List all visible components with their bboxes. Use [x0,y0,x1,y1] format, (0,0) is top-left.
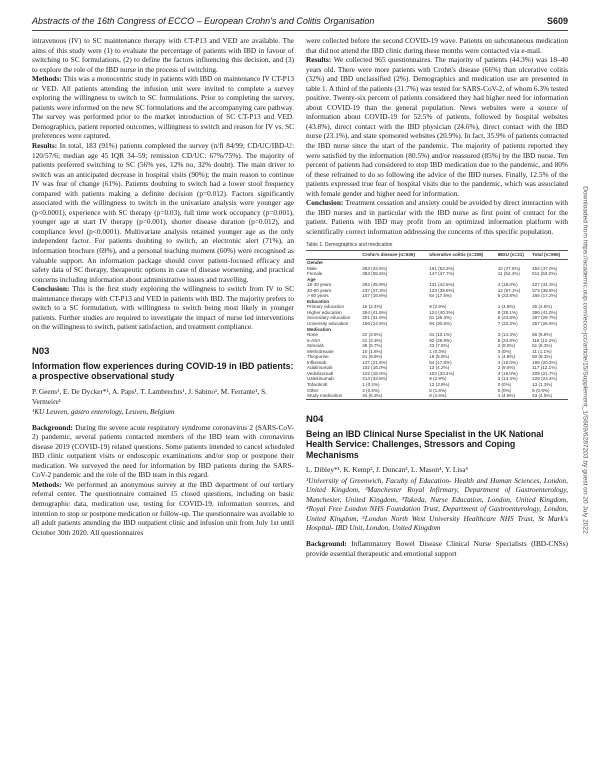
table-cell: 12 (57.1%) [497,287,521,293]
table-cell: 31 (10.1%) [429,332,452,338]
abstract-authors: L. Dibley*¹, K. Kemp², J. Duncan³, L. Mason⁴, Y. Lisa⁵ [306,465,469,475]
table-cell: 166 (17.2%) [532,293,558,299]
table-cell: 54 (17.5%) [429,359,452,365]
table-cell: 3 (14.3%) [497,376,518,382]
table-cell: 454 (47.0%) [532,265,558,271]
column-header: Total (n=965) [531,251,568,260]
table-cell: 18-40 years [307,282,332,288]
table-cell: 5-ASA [307,337,321,343]
table-cell: 427 (44.3%) [532,282,558,288]
table-cell: 21 (3.3%) [362,337,383,343]
table-cell: 123 (39.9%) [429,287,455,293]
table-cell: 195 (20.2%) [532,359,558,365]
table-cell: Infliximab [307,359,327,365]
table-cell: Adalimumab [307,365,333,371]
table-cell: Female [307,271,323,277]
paragraph-text: During the severe acute respiratory syndrome coronavirus 2 (SARS-CoV-2) pandemic, several patients contacted members of the IBD team with coronavirus disease 2019 (COVID-19) related questions. Some patients intended to cancel scheduled IBD clinic outpatient visits or endoscopic examinations and/or stop or postpone their medication. We surveyed the need for information by IBD patients during the SARS-CoV-2 pandemic and the role of the IBD team in this regard. [32,422,294,480]
table-cell: Study medication [306,393,361,399]
table-cell: 102 (16.0%) [362,370,388,376]
paragraph-text: were collected before the second COVID-19 wave. Patients on subcutaneous medication that did not attend the IBD clinic during these months were contacted via e-mail. [306,36,568,55]
table-cell: 237 (37.3%) [362,287,388,293]
table-cell: 9 (0.9%) [532,387,550,393]
table-cell: Higher education [307,309,342,315]
table-cell: 201 (31.6%) [362,315,388,321]
paragraph-text: In total, 183 (91%) patients completed the survey (n/fl 84/99; CD/UC/IBD-U: 120/57/6; median age 45 IQR 34–59; remission CD/UC: 67%/75%). The majority of patients preferred switching to SC (56% yes, 12% no, 32% doubt). The main driver to switch was an anticipated decrease in hospital visits (90%); the main reason to continue IV was fear of change (61%). Patients doubting to switch had a lower stool frequency compared with patients making a definite decision (p=0.012). Factors significantly associated with the willingness to switch in the univariate analysis were younger age (p<0.0001), experience with SC therapy (p=0.03), full time work occupancy (p=0.001), younger age at start IV therapy (p=0.001), shorter disease duration (p=0.012), and compliance level (p<0.0001). Multivariate analysis retained younger age as the only independent factor. For patients doubting to switch, an electronic alert (71%), an information brochure (69%), and a personal teaching moment (60%) were recognised as valuable support. An information package should cover patient-focused efficacy and safety data of SC therapy, therapeutic options in case of disease worsening, and practical concerns including information about administrative issues and travelling. [32,141,294,284]
table-cell: 61 (6.3%) [532,343,553,349]
abstract-body [306,539,568,558]
table-cell: 2 (9.5%) [497,343,516,349]
table-cell: Medication [307,326,331,332]
table-cell: 353 (55.5%) [362,271,388,277]
table-cell: Steroids [307,343,324,349]
table-cell: 156 (24.5%) [362,321,388,326]
table-cell: 23 (7.5%) [429,343,450,349]
table-cell: 12 (3.9%) [429,382,450,388]
abstract-continuation [32,36,294,332]
table-cell: 161 (52.3%) [429,265,455,271]
table-cell: Vedolizumab [307,370,334,376]
table-cell: 15 (2.4%) [362,304,383,310]
abstract-n04 [306,414,568,558]
table-cell: 13 (1.3%) [532,382,553,388]
table-cell: 36 (5.7%) [362,343,383,349]
abstract-title: Being an IBD Clinical Nurse Specialist in the UK National Health Service: Challenges, Stressors and Coping Mechanisms [306,428,544,460]
paragraph-text: Inflammatory Bowel Disease Clinical Nurse Specialists (IBD-CNSs) provide essential therapeutic and emotional support [306,538,568,558]
table-cell: 1 (4.8%) [497,354,516,360]
table-cell: 292 (45.9%) [362,282,388,288]
table-cell: 5 (23.8%) [497,337,518,343]
table-cell: 103 (33.4%) [429,370,455,376]
table-cell: 511 (53.0%) [532,271,557,277]
table-cell: 40-60 years [307,287,332,293]
column-header: IBDU (n=21) [497,251,531,260]
table-cell: 118 (12.2%) [532,337,557,343]
abstract-title: Information flow experiences during COVID-19 in IBD patients: a prospective observational study [32,360,294,382]
table-cell: 287 (29.7%) [532,315,558,321]
abstract-affiliation: ¹KU Leuven, gastro enterology, Leuven, Belgium [32,407,175,417]
abstract-id: N04 [306,413,324,425]
table-cell: 5 (23.8%) [497,315,518,321]
table-cell: 131 (42.5%) [429,282,455,288]
table-cell: Age [307,276,316,282]
table-cell: Thiopurine [307,354,329,360]
table-cell: 4 (19.0%) [497,282,518,288]
table-cell: 18 (5.8%) [429,354,450,360]
download-notice: Downloaded from https://academic.oup.com/ecco-jcc/article/15/Supplement_1/S609/6287203 by guest on 20 July 2022 [581,186,589,534]
paragraph [306,36,568,55]
table-cell: 1 (4.8%) [497,304,516,310]
paragraph [32,74,294,141]
table-cell: 0 (0%) [497,387,512,393]
table-cell: 1 (0.3%) [429,348,447,354]
table-cell: 117 (12.1%) [532,365,557,371]
table-cell: 102 (16.0%) [362,365,388,371]
table-cell: 2 (9.5%) [497,365,516,371]
table-cell: 0 (0%) [497,348,512,354]
table-cell: 81 (26.3%) [429,315,452,321]
table-cell: 9 (2.9%) [429,304,447,310]
section-label: Conclusion: [32,284,73,294]
paragraph-text: intravenous (IV) to SC maintenance therapy with CT-P13 and VED are available. The aims of this study were (1) to evaluate the percentage of patients with IBD in favour of switching to SC formulations, (2) to define the factors influencing this decision, and (3) to explore the role of the IBD nurse in the process of switching. [32,36,294,74]
table-cell: 226 (23.4%) [532,376,558,382]
table-cell: Methotrexate [307,348,334,354]
abstract-authors: P. Geens¹, E. De Dycker*¹, A. Paps¹, T. Lambrechts¹, J. Sabino¹, M. Ferrante¹, S. Vermeire¹ [32,386,267,406]
table-cell: 80 (8.3%) [532,354,553,360]
table-cell: 107 (16.8%) [362,293,388,299]
table-cell: 257 (26.6%) [532,321,558,326]
section-label: Results: [306,55,334,65]
left-column [32,36,294,537]
journal-title: Abstracts of the 16th Congress of ECCO – European Crohn's and Colitis Organisation [32,16,375,26]
table-cell: University education [307,321,349,326]
table-cell: 94 (30.5%) [429,321,452,326]
table-cell: 214 (33.6%) [362,376,388,382]
paragraph [32,36,294,74]
paragraph-text: We performed an anonymous survey at the IBD department of our tertiary referral center. The questionnaire contained 15 closed questions, including on basic demographic data, medication use, testing for COVID-19, information sources, and intention to stop or postpone medication or follow-up. The questionnaire was available to all adult patients attending the IBD outpatient clinic and infusion unit from July 1st until October 30th 2020. All questionnaires [32,479,294,537]
table-cell: Secondary education [307,315,351,321]
table-cell: 0 (0%) [497,382,512,388]
table-caption: Table 1. Demographics and medication [306,242,393,249]
journal-header [32,14,568,31]
table-cell: 61 (9.6%) [362,354,383,360]
table-cell: Male [307,265,317,271]
table-cell: 10 (1.6%) [362,348,383,354]
table-cell: Gender [307,259,324,265]
table-cell: 13 (4.2%) [429,365,450,371]
paragraph [32,423,294,480]
table-cell: 9 (2.9%) [429,376,447,382]
table-cell: 4 (0.6%) [362,387,380,393]
paragraph [306,539,568,558]
section-label: Methods: [32,479,65,489]
table-cell: Other [307,387,319,393]
table-cell: > 60 years [307,293,329,299]
paragraph [306,198,568,236]
table-cell: 3 (14.3%) [497,332,518,338]
column-header: Ulcerative colitis (n=308) [428,251,496,260]
table-cell: 124 (40.3%) [429,309,455,315]
table-cell: 137 (21.5%) [362,359,388,365]
abstract-body [32,423,294,538]
table-cell: 396 (41.0%) [532,309,558,315]
demographics-table [306,242,568,399]
table-cell: 8 (38.1%) [497,309,518,315]
table-cell: 25 (2.6%) [532,304,553,310]
section-label: Conclusion: [306,198,346,208]
abstract-n03-continuation [306,36,568,236]
table-cell: 1 (0.2%) [362,382,380,388]
table-cell: Primary education [307,304,345,310]
paragraph [32,141,294,284]
table-cell: 92 (29.9%) [429,337,452,343]
section-label: Results: [32,141,60,151]
table-cell: 11 (52.4%) [497,271,520,277]
download-watermark [578,150,592,570]
table-cell: 43 (4.5%) [531,393,568,399]
table-cell: 5 (23.8%) [497,293,518,299]
section-label: Background: [306,538,352,548]
table-cell: 283 (44.5%) [362,265,388,271]
table-cell: 147 (47.7%) [429,271,455,277]
table-cell: None [307,332,318,338]
paragraph-text: Treatment cessation and anxiety could be avoided by direct interaction with the IBD nurses and in particular with the IBD nurse as first point of contact for the patient. Patients with IBD may profit from an optimized information platform with scientifically correct information addressing the concerns of this specific population. [306,198,568,236]
table-cell: 372 (38.5%) [532,287,558,293]
paragraph [32,284,294,332]
section-label: Background: [32,422,76,432]
table-cell: 4 (19.0%) [497,370,518,376]
column-header: Crohn's disease (n=636) [361,251,428,260]
paragraph-text: This was a monocentric study in patients with IBD on maintenance IV CT-P13 or VED. All patients attending the infusion unit were invited to complete a survey exploring the willingness to switch to SC formulations. Prior to completing the survey, patients were informed on the new SC formulations and the accompanying care pathway. The survey was performed prior to the market introduction of SC CT-P13 and VED. Demographics, patient reported outcomes, willingness to switch and reason for IV vs. SC preferences were captured. [32,74,294,141]
table-cell: Ustekinumab [307,376,334,382]
table-cell: 264 (41.5%) [362,309,388,315]
table-cell: 54 (17.5%) [429,293,452,299]
table-cell: 8 (2.6%) [428,393,496,399]
table-cell: 10 (47.6%) [497,265,521,271]
table-cell: Education [307,298,330,304]
section-label: Methods: [32,74,64,84]
page-number: S609 [546,16,568,26]
abstract-n03 [32,346,294,537]
abstract-affiliation: ¹University of Greenwich, Faculty of Education- Health and Human Sciences, London, United Kingdom, ²Manchester Royal Infirmary, Department of Gastroenterology, Manchester, United Kingdom, ³Takeda, Nurse Education, London, United Kingdom, ⁴Royal Free London NHS Foundation Trust, Department of Gastroenterology, London, United Kingdom, ⁵London North West University Healthcare NHS Trust, St Mark's Hospital- IBD Unit, London, United Kingdom [306,475,568,533]
table-row [306,393,568,399]
table-cell: 11 (1.1%) [532,348,552,354]
paragraph [306,55,568,198]
table-header-row [306,251,568,260]
table-cell: 22 (3.5%) [362,332,383,338]
paragraph-text: We collected 965 questionnaires. The majority of patients (44.3%) was 18–40 years old. There were more patients with Crohn's disease (66%) than ulcerative colitis (32%) and IBD unclassified (2%). Demographics and medication use are presented in table 1. A third of the patients (31.7%) was tested for SARS-CoV-2, of whom 6.3% tested positive. Twenty-six percent of patients considered they had higher need for information about COVID-19 than the general population. News websites were a source of information about COVID-19 for 52.5% of patients, followed by hospital websites (43.8%), direct contact with the IBD physician (24.6%), direct contact with the IBD nurse (23.1%), and state sponsored websites (20.9%). In fact, 35.9% of patients contacted the IBD nurse since the start of the pandemic. The majority of patients reported they were satisfied by the information (80.5%) and/or reassured (85%) by the IBD nurse. Ten percent of patients had considered to stop IBD medication due to the pandemic, and 80% of these refrained to do so following the advice of the IBD nurses. Finally, 12.5% of the patients expressed true fear of hospital visits due to the pandemic, which was associated with female gender and higher need for information. [306,55,568,198]
right-column [306,36,568,558]
column-header [306,251,361,260]
table-cell: 5 (1.6%) [429,387,447,393]
table-cell: 7 (33.3%) [497,321,518,326]
abstract-id: N03 [32,345,50,357]
paragraph-text: This is the first study exploring the willingness to switch from IV to SC maintenance therapy with CT-P13 and VED in patients with IBD. The majority prefers to switch to a SC formulation, with willingness to switch being most likely in younger patients. Further studies are required to investigate the impact of nurse led interventions on the willingness to switch, patient satisfaction, and treatment compliance. [32,284,294,332]
table-cell: 56 (5.8%) [532,332,553,338]
table-cell: Tofacitinib [307,382,328,388]
table [306,250,568,399]
table-cell: 34 (5.3%) [361,393,428,399]
paragraph [32,480,294,537]
table-cell: 4 (19.0%) [497,359,518,365]
table-cell: 209 (21.7%) [532,370,558,376]
table-cell: 1 (4.8%) [497,393,531,399]
